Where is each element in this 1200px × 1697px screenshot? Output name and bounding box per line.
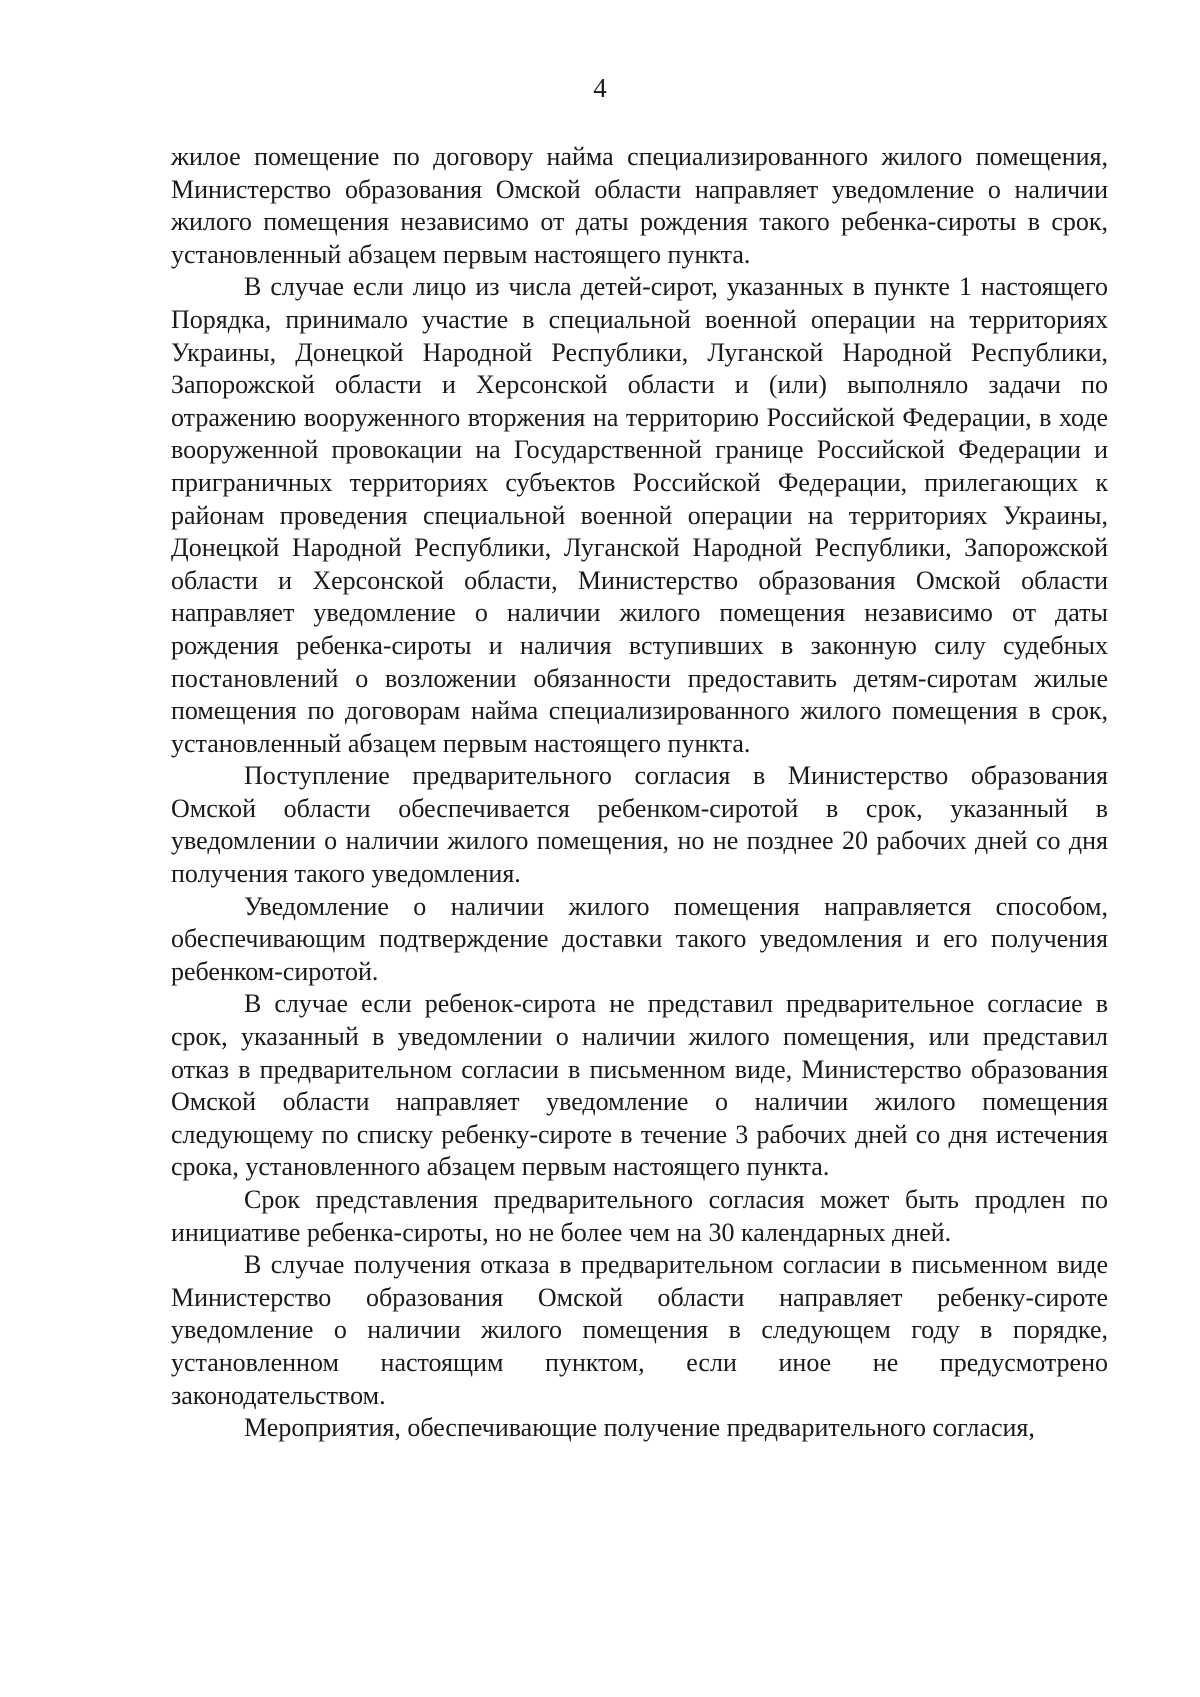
paragraph-no-consent: В случае если ребенок-сирота не представил предварительное согласие в срок, указанный в уведомлении о наличии жилого помещения, или представил отказ в предварительном согласии в письменном виде, Министерство образования Омской области направляет уведомление о наличии жилого помещения следующему по списку ребенку-сироте в течение 3 рабочих дней со дня истечения срока, установленного абзацем первым настоящего пункта.: [171, 989, 1108, 1182]
paragraph-consent-deadline: Поступление предварительного согласия в Министерство образования Омской области обеспечивается ребенком-сиротой в срок, указанный в уведомлении о наличии жилого помещения, но не позднее 20 рабочих дней со дня получения такого уведомления.: [171, 761, 1108, 889]
paragraph-measures: Мероприятия, обеспечивающие получение предварительного согласия,: [244, 1413, 1035, 1443]
paragraph-svo-participants: В случае если лицо из числа детей-сирот, указанных в пункте 1 настоящего Порядка, принимало участие в специальной военной операции на территориях Украины, Донецкой Народной Республики, Луганской Народной Республики, Запорожской области и Херсонской области и (или) выполняло задачи по отражению вооруженного вторжения на территорию Российской Федерации, в ходе вооруженной провокации на Государственной границе Российской Федерации и приграничных территориях субъектов Российской Федерации, прилегающих к районам проведения специальной военной операции на территориях Украины, Донецкой Народной Республики, Луганской Народной Республики, Запорожской области и Херсонской области, Министерство образования Омской области направляет уведомление о наличии жилого помещения независимо от даты рождения ребенка-сироты и наличия вступивших в законную силу судебных постановлений о возложении обязанности предоставить детям-сиротам жилые помещения по договорам найма специализированного жилого помещения в срок, установленный абзацем первым настоящего пункта.: [171, 272, 1108, 758]
paragraph-refusal: В случае получения отказа в предварительном согласии в письменном виде Министерство образования Омской области направляет ребенку-сироте уведомление о наличии жилого помещения в следующем году в порядке, установленном настоящим пунктом, если иное не предусмотрено законодательством.: [171, 1250, 1108, 1410]
page-number: 4: [593, 73, 607, 103]
document-body: [171, 141, 1108, 1445]
paragraph-continuation: жилое помещение по договору найма специализированного жилого помещения, Министерство образования Омской области направляет уведомление о наличии жилого помещения независимо от даты рождения такого ребенка-сироты в срок, установленный абзацем первым настоящего пункта.: [171, 142, 1108, 269]
paragraph-extension: Срок представления предварительного согласия может быть продлен по инициативе ребенка-сироты, но не более чем на 30 календарных дней.: [171, 1185, 1108, 1247]
paragraph-notification-delivery: Уведомление о наличии жилого помещения направляется способом, обеспечивающим подтверждение доставки такого уведомления и его получения ребенком-сиротой.: [171, 891, 1108, 986]
